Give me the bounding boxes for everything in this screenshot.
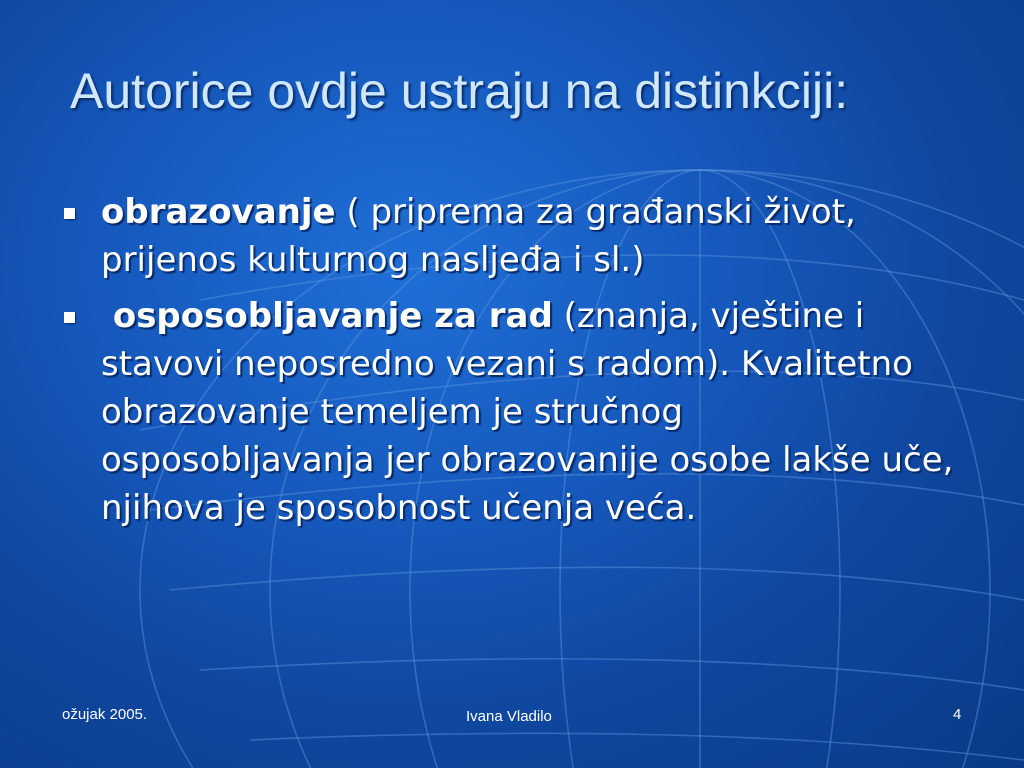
- bullet-item-obrazovanje: [56, 188, 966, 284]
- footer-page-number: 4: [953, 706, 962, 723]
- bullet-list: [56, 188, 966, 540]
- bullet-term: osposobljavanje za rad: [101, 296, 553, 336]
- bullet-term: obrazovanje: [101, 192, 336, 232]
- bullet-item-osposobljavanje: [56, 292, 966, 532]
- square-bullet-icon: [64, 312, 75, 323]
- bullet-text: ( priprema za građanski život, prijenos kulturnog nasljeđa i sl.): [101, 192, 856, 280]
- footer-date: ožujak 2005.: [62, 706, 148, 723]
- slide-title: Autorice ovdje ustraju na distinkciji:: [70, 63, 849, 119]
- square-bullet-icon: [64, 208, 75, 219]
- footer-author: Ivana Vladilo: [466, 708, 552, 725]
- bullet-text: (znanja, vještine i stavovi neposredno vezani s radom). Kvalitetno obrazovanje temeljem je stručnog osposobljavanja jer obrazovanije osobe lakše uče, njihova je sposobnost učenja veća.: [101, 296, 954, 528]
